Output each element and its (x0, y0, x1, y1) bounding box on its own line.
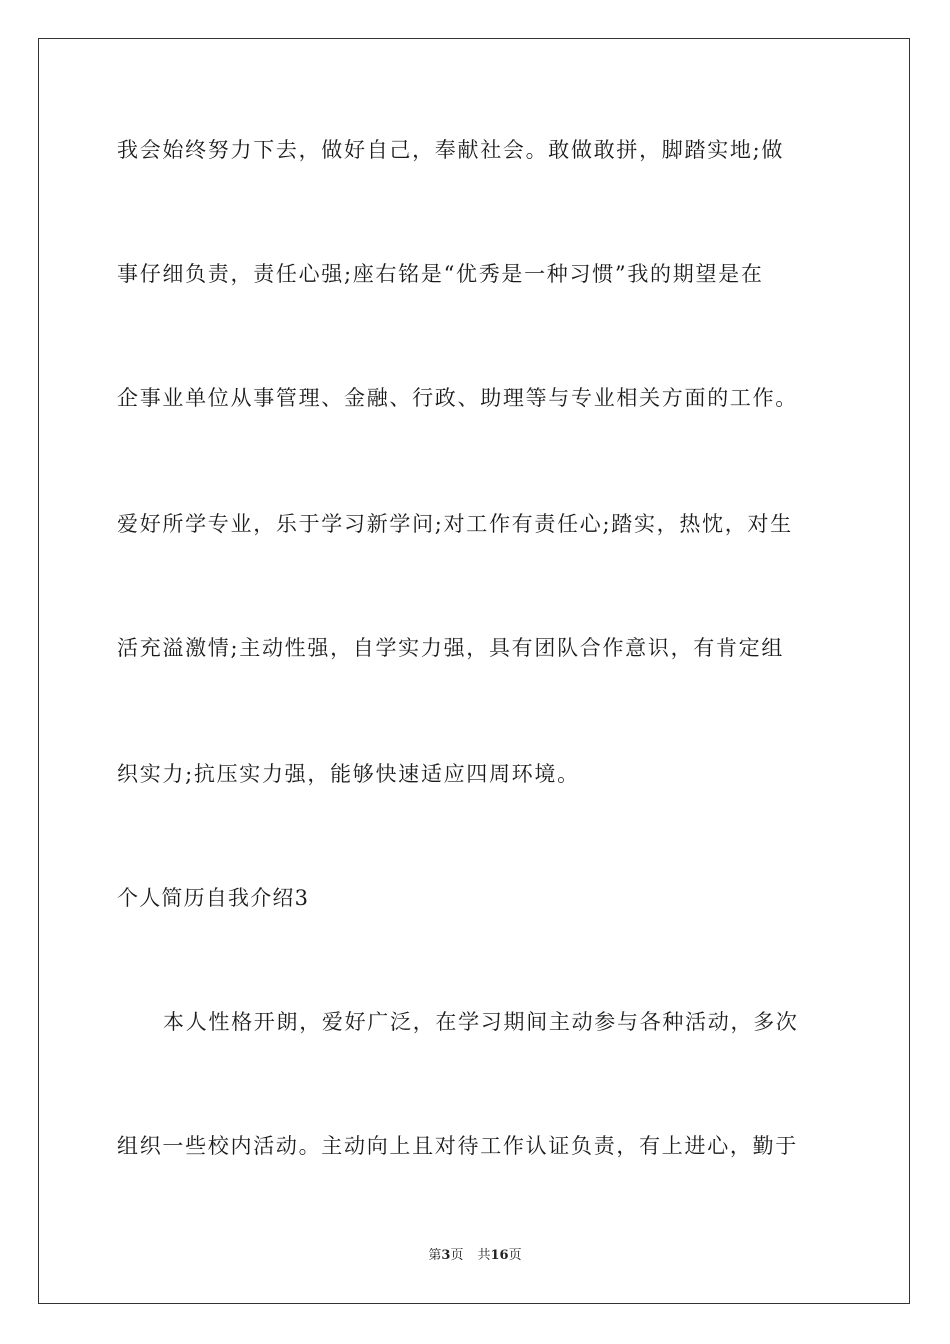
paragraph-line-5: 活充溢激情;主动性强，自学实力强，具有团队合作意识，有肯定组 (117, 636, 785, 660)
paragraph-line-6: 织实力;抗压实力强，能够快速适应四周环境。 (117, 762, 580, 786)
section-paragraph-line-1: 本人性格开朗，爱好广泛，在学习期间主动参与各种活动，多次 (163, 1010, 799, 1034)
paragraph-line-3: 企事业单位从事管理、金融、行政、助理等与专业相关方面的工作。 (117, 386, 798, 410)
page-frame (38, 38, 910, 1304)
paragraph-line-4: 爱好所学专业，乐于学习新学问;对工作有责任心;踏实，热忱，对生 (117, 512, 793, 536)
paragraph-line-1: 我会始终努力下去，做好自己，奉献社会。敢做敢拼，脚踏实地;做 (117, 138, 785, 162)
total-page-number: 16 (490, 1248, 509, 1263)
total-label-prefix: 共 (477, 1248, 491, 1263)
paragraph-line-2: 事仔细负责，责任心强;座右铭是“优秀是一种习惯”我的期望是在 (117, 262, 764, 286)
section-title: 个人简历自我介绍3 (117, 886, 310, 910)
section-paragraph-line-2: 组织一些校内活动。主动向上且对待工作认证负责，有上进心，勤于 (117, 1134, 798, 1158)
page-label-suffix: 页 (450, 1248, 464, 1263)
current-page-number: 3 (441, 1248, 451, 1263)
page-label-prefix: 第 (428, 1248, 442, 1263)
total-label-suffix: 页 (508, 1248, 522, 1263)
page-footer (0, 1247, 950, 1265)
